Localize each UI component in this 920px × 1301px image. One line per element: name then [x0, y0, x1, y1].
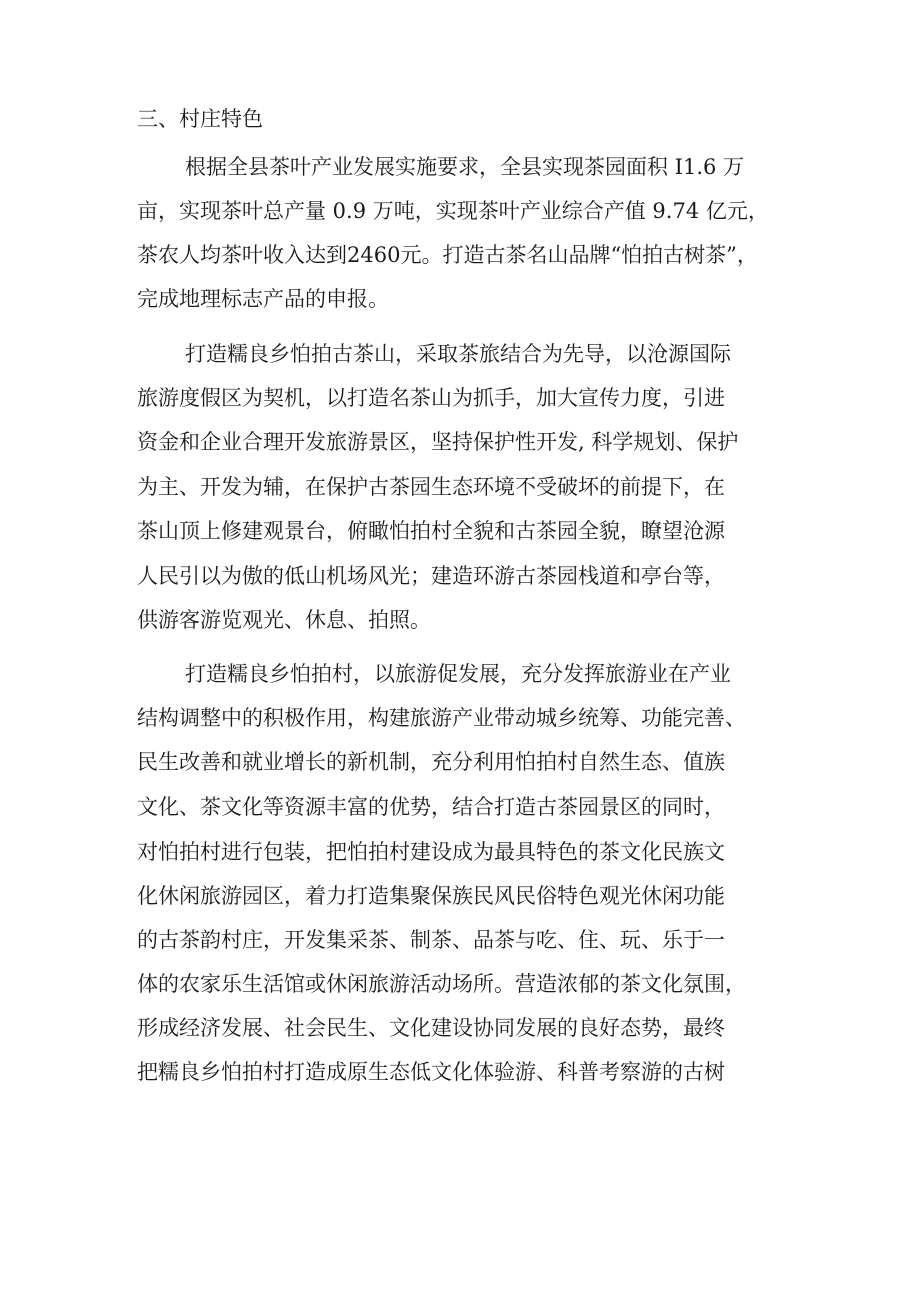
paragraph-1-line-3: 茶农人均茶叶收入达到2460元。打造古茶名山品牌“怕拍古树茶”，: [137, 243, 758, 267]
paragraph-2-line-3: 资金和企业合理开发旅游景区，坚持保护性开发, 科学规划、保护: [137, 430, 739, 454]
paragraph-3-line-10: 把糯良乡怕拍村打造成原生态低文化体验游、科普考察游的古树: [137, 1060, 725, 1084]
paragraph-2-line-5: 茶山顶上修建观景台，俯瞰怕拍村全貌和古茶园全貌，瞭望沧源: [137, 519, 725, 543]
paragraph-2-line-4: 为主、开发为辅，在保护古茶园生态环境不受破坏的前提下，在: [137, 475, 725, 499]
paragraph-3-line-7: 的古茶韵村庄，开发集采茶、制茶、品茶与吃、住、玩、乐于一: [137, 928, 725, 952]
paragraph-3-line-5: 对怕拍村进行包装，把怕拍村建设成为最具特色的茶文化民族文: [137, 840, 725, 864]
paragraph-2-line-1: 打造糯良乡怕拍古茶山，采取茶旅结合为先导，以沧源国际: [185, 342, 731, 366]
paragraph-3-line-6: 化休闲旅游园区，着力打造集聚保族民风民俗特色观光休闲功能: [137, 884, 725, 908]
paragraph-3-line-1: 打造糯良乡怕拍村，以旅游促发展，充分发挥旅游业在产业: [185, 662, 731, 686]
paragraph-3-line-3: 民生改善和就业增长的新机制，充分利用怕拍村自然生态、值族: [137, 750, 725, 774]
paragraph-3-line-8: 体的农家乐生活馆或休闲旅游活动场所。营造浓郁的茶文化氛围，: [137, 972, 746, 996]
paragraph-1-line-2: 亩，实现茶叶总产量 0.9 万吨，实现茶叶产业综合产值 9.74 亿元，: [137, 199, 769, 223]
paragraph-3-line-9: 形成经济发展、社会民生、文化建设协同发展的良好态势，最终: [137, 1016, 725, 1040]
paragraph-1-line-4: 完成地理标志产品的申报。: [137, 287, 389, 311]
paragraph-3-line-4: 文化、茶文化等资源丰富的优势，结合打造古茶园景区的同时，: [137, 795, 725, 819]
paragraph-2-line-2: 旅游度假区为契机，以打造名茶山为抓手，加大宣传力度，引进: [137, 386, 725, 410]
paragraph-1-line-1: 根据全县茶叶产业发展实施要求，全县实现茶园面积 I1.6 万: [185, 155, 745, 179]
paragraph-2-line-7: 供游客游览观光、休息、拍照。: [137, 608, 431, 632]
section-heading: 三、村庄特色: [137, 107, 263, 131]
paragraph-3-line-2: 结构调整中的积极作用，构建旅游产业带动城乡统筹、功能完善、: [137, 706, 746, 730]
paragraph-2-line-6: 人民引以为傲的低山机场风光；建造环游古茶园栈道和亭台等，: [137, 564, 725, 588]
